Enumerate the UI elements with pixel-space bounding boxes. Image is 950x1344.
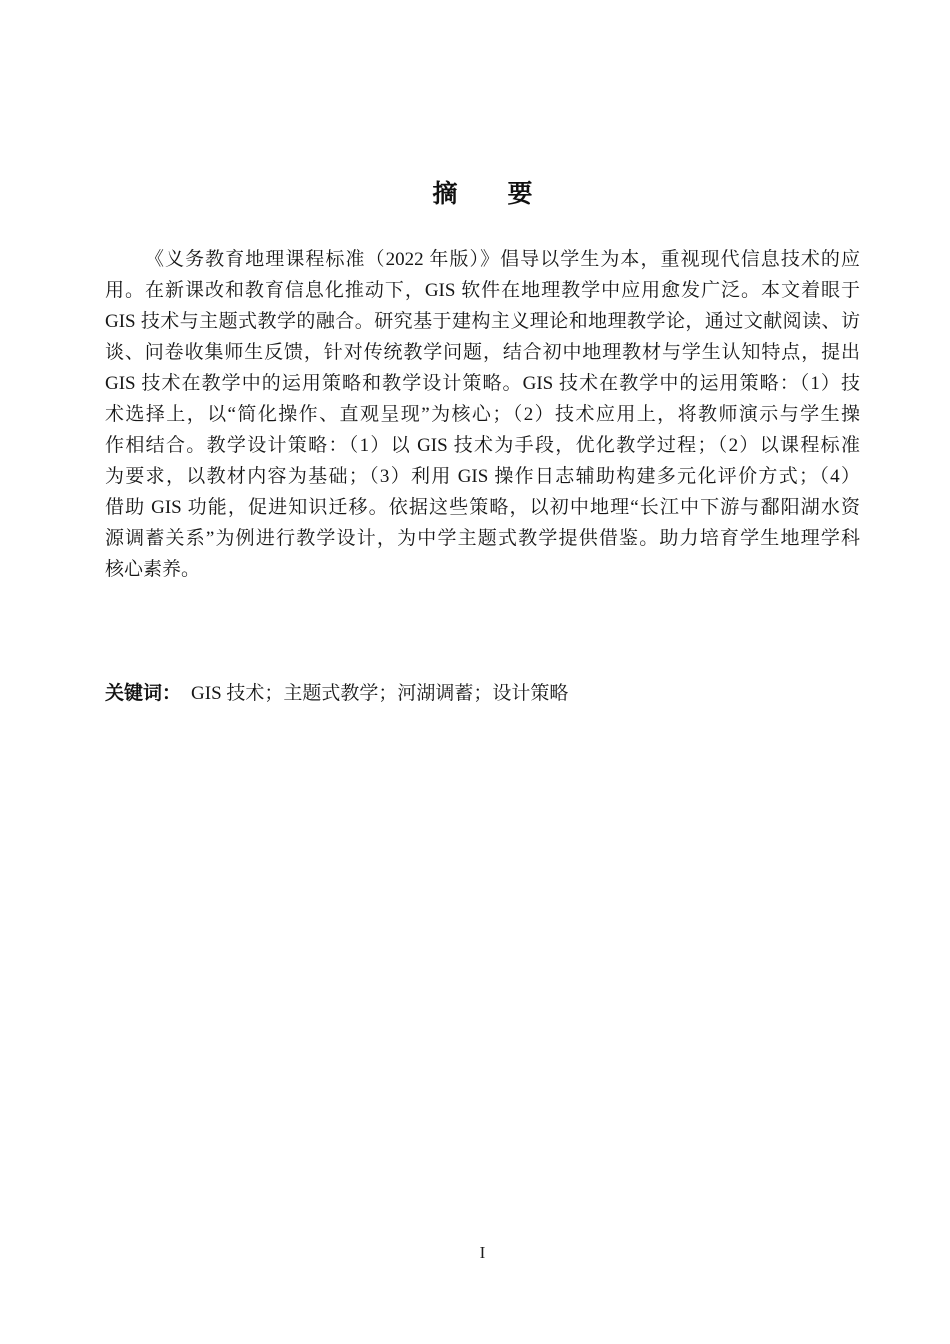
paragraph-line: 核心素养。 <box>105 559 201 580</box>
page-title: 摘 要 <box>432 180 533 208</box>
paragraph-line: GIS 技术在教学中的运用策略和教学设计策略。GIS 技术在教学中的运用策略：（1）技 <box>105 373 860 394</box>
page-number: I <box>479 1243 486 1262</box>
keywords-label: 关键词： <box>105 683 182 704</box>
paragraph-line: 为要求，以教材内容为基础；（3）利用 GIS 操作日志辅助构建多元化评价方式；（4） <box>105 466 860 487</box>
keywords-text: GIS 技术；主题式教学；河湖调蓄；设计策略 <box>191 683 569 704</box>
keywords-row <box>105 680 860 707</box>
paragraph-line: GIS 技术与主题式教学的融合。研究基于建构主义理论和地理教学论，通过文献阅读、访 <box>105 311 860 332</box>
paragraph-line: 用。在新课改和教育信息化推动下，GIS 软件在地理教学中应用愈发广泛。本文着眼于 <box>105 280 860 301</box>
paragraph-line: 源调蓄关系”为例进行教学设计，为中学主题式教学提供借鉴。助力培育学生地理学科 <box>105 528 860 549</box>
paragraph-line: 借助 GIS 功能，促进知识迁移。依据这些策略，以初中地理“长江中下游与鄱阳湖水资 <box>105 497 860 518</box>
paragraph-line: 术选择上，以“简化操作、直观呈现”为核心；（2）技术应用上，将教师演示与学生操 <box>105 404 860 425</box>
paragraph-line: 谈、问卷收集师生反馈，针对传统教学问题，结合初中地理教材与学生认知特点，提出 <box>105 342 860 363</box>
paragraph-line: 作相结合。教学设计策略：（1）以 GIS 技术为手段，优化教学过程；（2）以课程标准 <box>105 435 860 456</box>
abstract-paragraph <box>105 244 860 585</box>
paragraph-line: 《义务教育地理课程标准（2022 年版）》倡导以学生为本，重视现代信息技术的应 <box>145 249 860 270</box>
